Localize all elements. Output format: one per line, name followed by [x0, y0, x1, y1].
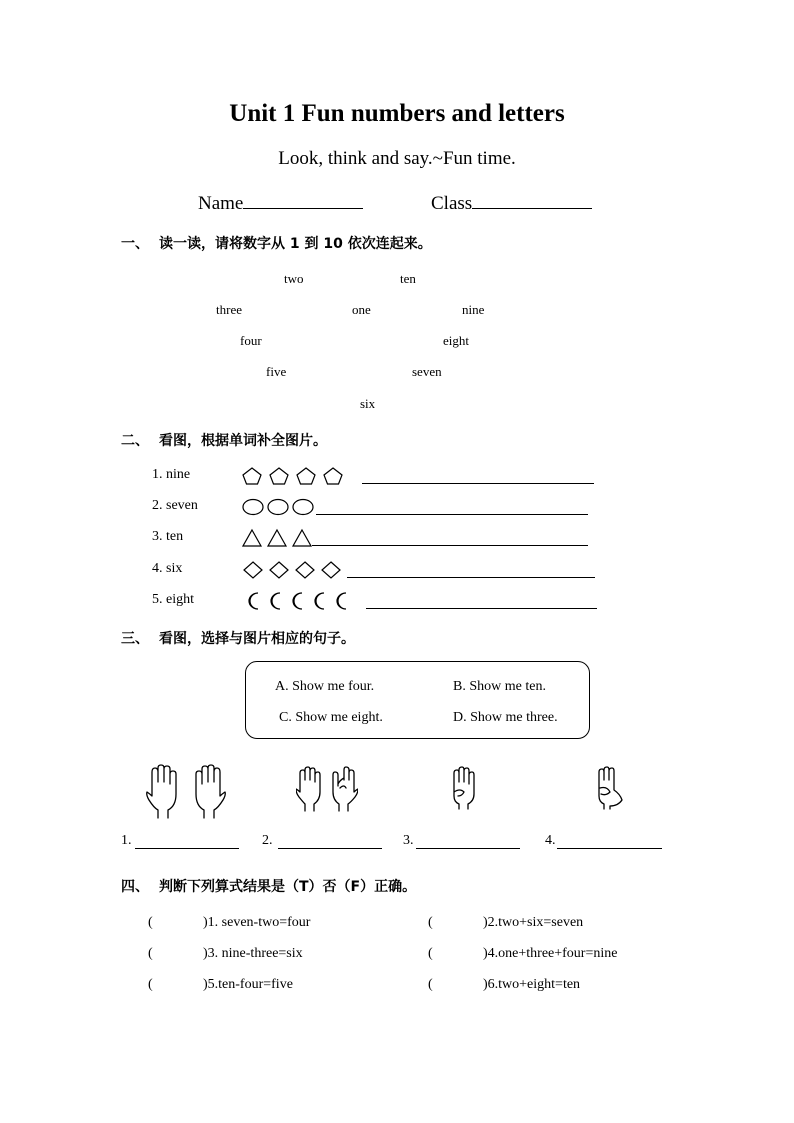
answer-line[interactable]: [316, 514, 588, 515]
class-blank[interactable]: [472, 190, 592, 209]
hand-three-fingers-icon: [594, 766, 624, 810]
name-label: Name: [198, 193, 244, 214]
number-word[interactable]: eight: [443, 333, 469, 348]
section1-instruction: 读一读，请将数字从 1 到 10 依次连起来。: [159, 236, 432, 252]
answer-line[interactable]: [347, 577, 595, 578]
triangle-icon: [293, 530, 311, 546]
two-open-hands-icon: [146, 764, 226, 820]
tf-item: )6.two+eight=ten: [483, 977, 581, 992]
number-word[interactable]: five: [266, 364, 287, 379]
diamond-shapes: [242, 560, 346, 580]
crescent-shapes: [242, 591, 354, 611]
section3-heading: [121, 628, 355, 648]
crescent-icon: [337, 593, 346, 609]
section1-heading: [121, 233, 432, 253]
section2-heading: [121, 430, 327, 450]
hand-four-fingers-icon: [450, 766, 478, 810]
answer-line[interactable]: [416, 848, 520, 849]
class-label: Class: [431, 193, 473, 214]
number-word[interactable]: one: [352, 302, 371, 317]
number-word[interactable]: three: [216, 302, 242, 317]
pentagon-icon: [270, 468, 288, 484]
section1-number: 一、: [121, 236, 149, 252]
pentagon-icon: [243, 468, 261, 484]
answer-line[interactable]: [557, 848, 662, 849]
answer-line[interactable]: [366, 608, 597, 609]
paren-open[interactable]: (: [428, 977, 433, 992]
section2-instruction: 看图，根据单词补全图片。: [159, 433, 327, 449]
answer-line[interactable]: [312, 545, 588, 546]
paren-open[interactable]: (: [148, 977, 153, 992]
paren-open[interactable]: (: [428, 946, 433, 961]
section4-heading: [121, 876, 416, 896]
number-word[interactable]: two: [284, 271, 304, 286]
item-label: 2. seven: [152, 498, 198, 513]
diamond-icon: [244, 562, 262, 578]
answer-label: 3.: [403, 833, 414, 848]
section4-number: 四、: [121, 879, 149, 895]
number-word[interactable]: four: [240, 333, 262, 348]
section3-number: 三、: [121, 631, 149, 647]
tf-item: )2.two+six=seven: [483, 915, 584, 930]
circle-icon: [268, 500, 288, 515]
pentagon-shapes: [242, 466, 348, 486]
answer-label: 2.: [262, 833, 273, 848]
answer-line[interactable]: [135, 848, 239, 849]
option-a[interactable]: A. Show me four.: [275, 679, 375, 694]
diamond-icon: [296, 562, 314, 578]
pentagon-icon: [324, 468, 342, 484]
paren-open[interactable]: (: [148, 915, 153, 930]
tf-item: )4.one+three+four=nine: [483, 946, 618, 961]
answer-line[interactable]: [362, 483, 594, 484]
option-d[interactable]: D. Show me three.: [453, 710, 558, 725]
name-field[interactable]: [198, 190, 363, 215]
triangle-shapes: [242, 528, 316, 548]
section4-instruction: 判断下列算式结果是（T）否（F）正确。: [159, 879, 417, 895]
item-label: 4. six: [152, 561, 183, 576]
section3-instruction: 看图，选择与图片相应的句子。: [159, 631, 355, 647]
item-label: 5. eight: [152, 592, 194, 607]
answer-line[interactable]: [278, 848, 382, 849]
paren-open[interactable]: (: [428, 915, 433, 930]
page-title: Unit 1 Fun numbers and letters: [229, 100, 565, 127]
circle-icon: [293, 500, 313, 515]
circle-icon: [243, 500, 263, 515]
answer-label: 4.: [545, 833, 556, 848]
tf-item: )3. nine-three=six: [203, 946, 303, 961]
crescent-icon: [249, 593, 258, 609]
paren-open[interactable]: (: [148, 946, 153, 961]
diamond-icon: [270, 562, 288, 578]
crescent-icon: [271, 593, 280, 609]
number-word[interactable]: ten: [400, 271, 416, 286]
item-label: 1. nine: [152, 467, 191, 482]
diamond-icon: [322, 562, 340, 578]
triangle-icon: [268, 530, 286, 546]
class-field[interactable]: [431, 190, 592, 215]
option-b[interactable]: B. Show me ten.: [453, 679, 546, 694]
options-box: [245, 661, 590, 739]
section2-number: 二、: [121, 433, 149, 449]
crescent-icon: [293, 593, 302, 609]
number-word[interactable]: seven: [412, 364, 442, 379]
number-word[interactable]: nine: [462, 302, 485, 317]
option-c[interactable]: C. Show me eight.: [279, 710, 383, 725]
crescent-icon: [315, 593, 324, 609]
item-label: 3. ten: [152, 529, 184, 544]
hands-eight-fingers-icon: [296, 766, 358, 812]
page-subtitle: Look, think and say.~Fun time.: [278, 148, 516, 169]
number-word[interactable]: six: [360, 396, 376, 411]
triangle-icon: [243, 530, 261, 546]
name-blank[interactable]: [243, 190, 363, 209]
circle-shapes: [242, 498, 316, 516]
answer-label: 1.: [121, 833, 132, 848]
pentagon-icon: [297, 468, 315, 484]
tf-item: )5.ten-four=five: [203, 977, 293, 992]
tf-item: )1. seven-two=four: [203, 915, 311, 930]
